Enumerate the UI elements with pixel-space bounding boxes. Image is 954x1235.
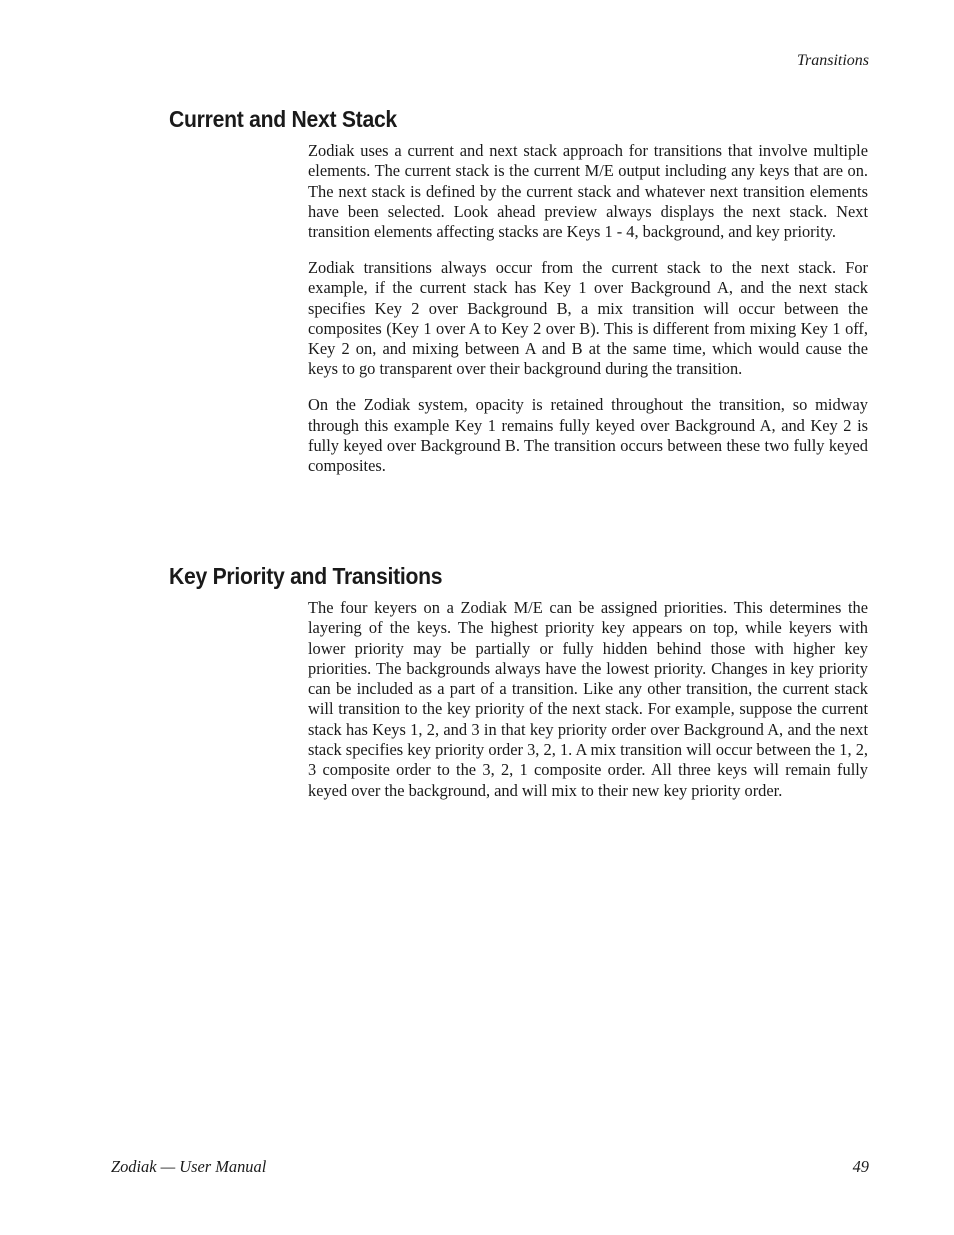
footer-page-number: 49 (852, 1157, 869, 1176)
section-heading-current-and-next-stack: Current and Next Stack (169, 106, 397, 132)
section-body-current-and-next-stack (308, 141, 868, 492)
paragraph: Zodiak uses a current and next stack approach for transitions that involve multiple elements. The current stack is the current M/E output including any keys that are on. The next stack is defined by the current stack and whatever next transition elements have been selected. Look ahead preview always displays the next stack. Next transition elements affecting stacks are Keys 1 - 4, background, and key priority. (308, 141, 868, 242)
footer-manual-title: Zodiak — User Manual (111, 1157, 267, 1176)
paragraph: Zodiak transitions always occur from the current stack to the next stack. For example, if the current stack has Key 1 over Background A, and the next stack specifies Key 2 over Background B, a mix transition will occur between the composites (Key 1 over A to Key 2 over B). This is different from mixing Key 1 off, Key 2 on, and mixing between A and B at the same time, which would cause the keys to go transparent over their background during the transition. (308, 257, 868, 379)
paragraph: The four keyers on a Zodiak M/E can be assigned priorities. This determines the layering of the keys. The highest priority key appears on top, while keyers with lower priority may be partially or fully hidden behind those with higher key priorities. The backgrounds always have the lowest priority. Changes in key priority can be included as a part of a transition. Like any other transition, the current stack will transition to the key priority of the next stack. For example, suppose the current stack has Keys 1, 2, and 3 in that key priority order over Background A, and the next stack specifies key priority order 3, 2, 1. A mix transition will occur between the 1, 2, 3 composite order to the 3, 2, 1 composite order. All three keys will remain fully keyed over the background, and will mix to their new key priority order. (308, 598, 868, 800)
paragraph: On the Zodiak system, opacity is retained throughout the transition, so midway through this example Key 1 remains fully keyed over Background A, and Key 2 is fully keyed over Background B. The transition occurs between these two fully keyed composites. (308, 395, 868, 476)
running-header: Transitions (796, 52, 869, 69)
section-body-key-priority-and-transitions (308, 598, 868, 816)
section-heading-key-priority-and-transitions: Key Priority and Transitions (169, 563, 443, 589)
